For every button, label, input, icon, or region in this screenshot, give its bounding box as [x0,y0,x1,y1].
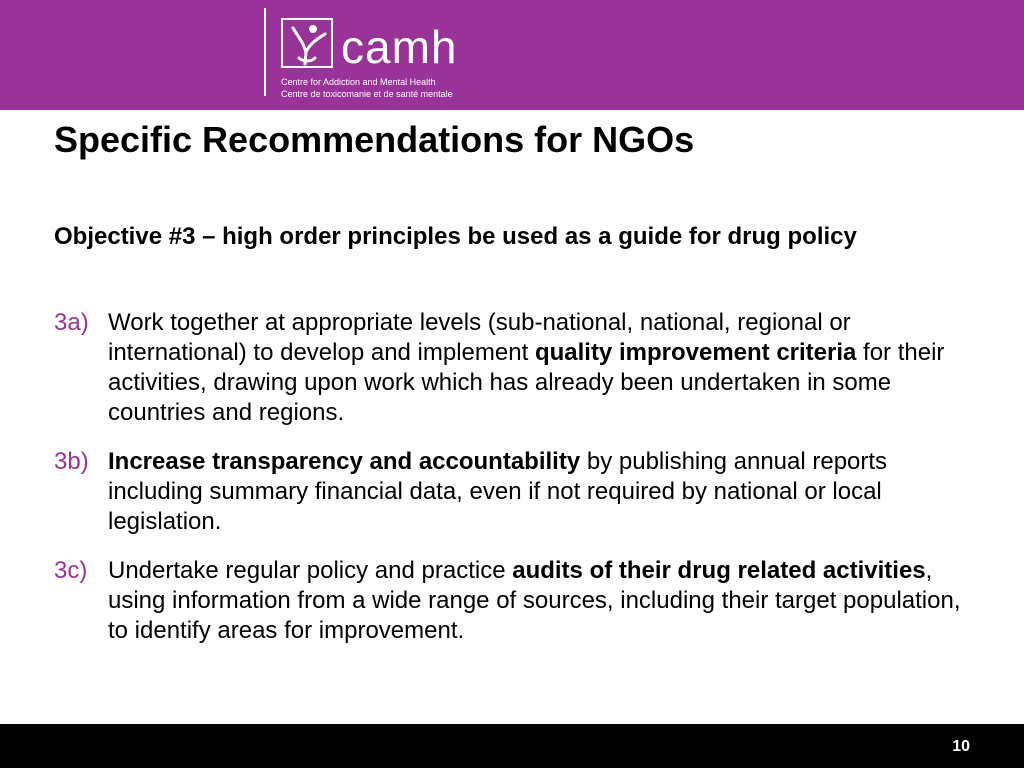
item-label: 3b) [54,448,89,475]
slide-title: Specific Recommendations for NGOs [54,119,695,160]
page-number: 10 [952,738,970,755]
logo-subtitle-fr: Centre de toxicomanie et de santé mentale [281,89,453,99]
list-item [54,447,974,537]
item-text [108,447,974,537]
camh-logo-icon [281,18,333,68]
header-bar [0,0,1024,110]
item-text-emphasis: quality improvement criteria [534,339,857,366]
item-text-part: Undertake regular policy and practice [108,557,513,584]
item-text-part: Work together at appropriate levels (sub-national, national, regional or international) to develop and implement [108,309,851,366]
list-item [54,556,974,646]
logo-divider [264,8,266,96]
item-label: 3c) [54,557,88,584]
item-text [108,308,974,428]
item-label: 3a) [54,309,89,336]
item-text-part: by publishing annual reports including summary financial data, even if not required by national or local legislation. [108,448,888,535]
item-text [108,556,974,646]
item-text-part: for their activities, drawing upon work which has already been undertaken in some countries and regions. [108,339,945,426]
item-text-emphasis: audits of their drug related activities [512,557,926,584]
list-item [54,308,974,428]
logo-wordmark: camh [341,21,458,73]
footer-bar [0,724,1024,768]
recommendation-list [54,308,974,665]
objective-heading: Objective #3 – high order principles be used as a guide for drug policy [54,223,857,250]
item-text-emphasis: Increase transparency and accountability [108,448,581,475]
logo-subtitle-en: Centre for Addiction and Mental Health [281,77,436,87]
item-text-part: , using information from a wide range of sources, including their target population, to identify areas for improvement. [108,557,961,644]
